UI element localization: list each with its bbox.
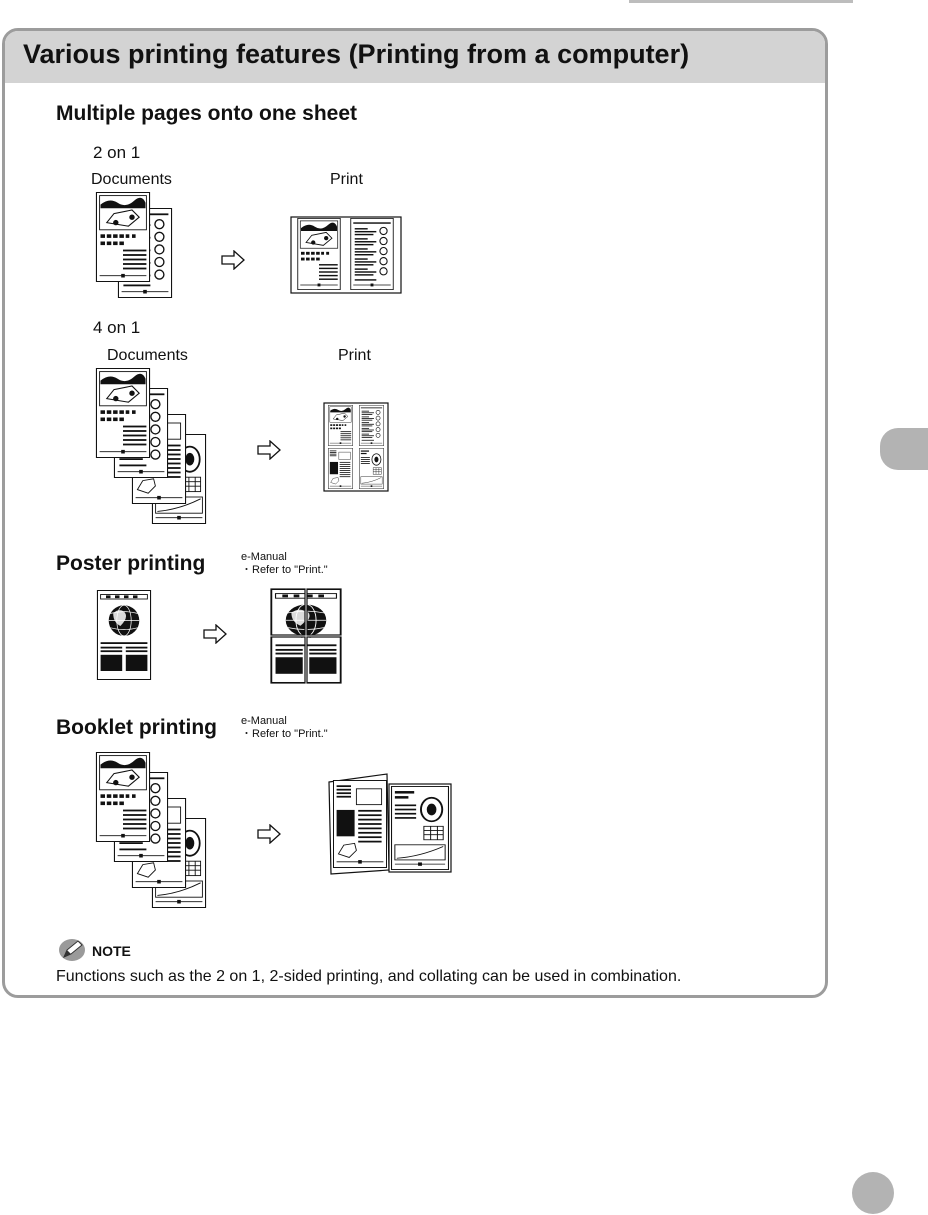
documents-label-4on1: Documents xyxy=(107,347,188,364)
print-2on1-illustration xyxy=(290,216,402,294)
emanual-refer-link[interactable]: ・Refer to "Print." xyxy=(241,564,328,576)
note-text: Functions such as the 2 on 1, 2-sided printing, and collating can be used in combination. xyxy=(56,968,682,985)
emanual-title: e-Manual xyxy=(241,715,287,727)
label-2-on-1: 2 on 1 xyxy=(93,143,141,162)
booklet-emanual-ref xyxy=(241,715,328,741)
page-title: Various printing features (Printing from a computer) xyxy=(23,39,690,69)
documents-4on1-illustration xyxy=(90,366,220,528)
emanual-title: e-Manual xyxy=(241,551,287,563)
pencil-note-icon xyxy=(58,937,88,963)
poster-original-illustration xyxy=(92,589,156,681)
booklet-documents-illustration xyxy=(90,750,220,912)
heading-poster-printing: Poster printing xyxy=(56,552,206,575)
arrow-right-icon xyxy=(203,624,227,644)
poster-emanual-ref xyxy=(241,551,328,577)
heading-booklet-printing: Booklet printing xyxy=(56,716,217,739)
documents-2on1-illustration xyxy=(90,190,190,300)
note-label: NOTE xyxy=(92,943,131,959)
emanual-refer-link[interactable]: ・Refer to "Print." xyxy=(241,728,328,740)
arrow-right-icon xyxy=(257,440,281,460)
print-label-4on1: Print xyxy=(338,347,371,364)
print-label-2on1: Print xyxy=(330,171,363,188)
poster-tiled-illustration xyxy=(270,588,342,684)
arrow-right-icon xyxy=(257,824,281,844)
documents-label-2on1: Documents xyxy=(91,171,172,188)
arrow-right-icon xyxy=(221,250,245,270)
panel-header xyxy=(5,31,825,83)
print-4on1-illustration xyxy=(323,402,389,492)
page-number-badge xyxy=(852,1172,894,1214)
heading-multiple-pages: Multiple pages onto one sheet xyxy=(56,102,358,125)
label-4-on-1: 4 on 1 xyxy=(93,318,141,337)
chapter-tab xyxy=(880,428,928,470)
top-rule xyxy=(629,0,853,3)
booklet-result-illustration xyxy=(325,770,455,876)
